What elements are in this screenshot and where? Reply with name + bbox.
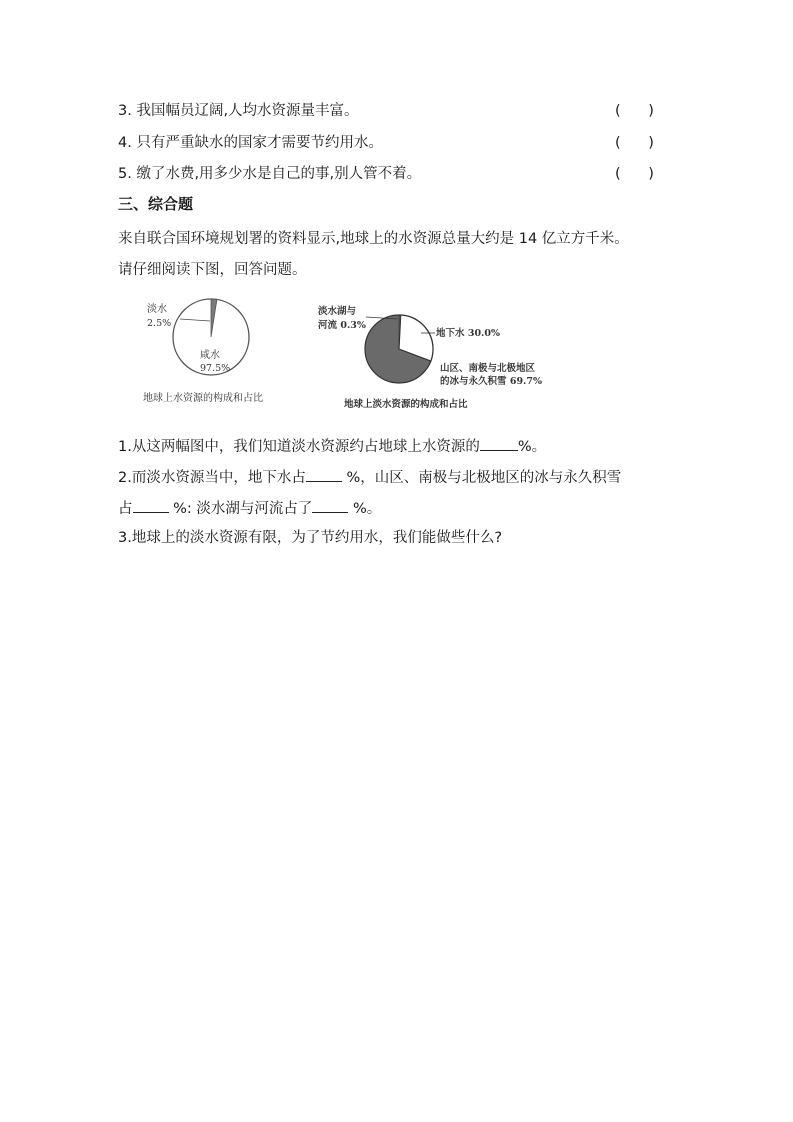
answer-blank[interactable] <box>306 465 342 482</box>
answer-blank[interactable] <box>312 496 348 513</box>
salt-water-value: 97.5% <box>200 363 231 374</box>
judgement-text: 3. 我国幅员辽阔,人均水资源量丰富。 <box>118 103 359 119</box>
answer-blank[interactable] <box>480 434 518 451</box>
lakes-rivers-label: 淡水湖与 <box>318 306 357 317</box>
judgement-item-5 <box>118 163 678 185</box>
judgement-item-3 <box>118 100 678 122</box>
salt-water-label: 咸水 <box>200 350 220 361</box>
judgement-text: 4. 只有严重缺水的国家才需要节约用水。 <box>118 135 383 151</box>
answer-parentheses[interactable]: ( ) <box>615 103 654 119</box>
question-3: 3.地球上的淡水资源有限，为了节约用水，我们能做些什么? <box>118 530 503 546</box>
judgement-text: 5. 缴了水费,用多少水是自己的事,别人管不着。 <box>118 166 422 182</box>
question-text: %。 <box>517 439 547 455</box>
chart-title: 地球上淡水资源的构成和占比 <box>344 399 468 410</box>
lakes-rivers-label-2: 河流 0.3% <box>318 320 366 331</box>
question-2 <box>118 465 621 489</box>
intro-paragraph-2: 请仔细阅读下图，回答问题。 <box>118 262 307 278</box>
section-title: 三、综合题 <box>118 195 194 213</box>
answer-parentheses[interactable]: ( ) <box>615 135 654 151</box>
question-text: 占 <box>118 501 133 517</box>
judgement-item-4 <box>118 132 678 154</box>
question-1 <box>118 434 546 458</box>
answer-parentheses[interactable]: ( ) <box>615 166 654 182</box>
question-text: 2.而淡水资源当中，地下水占 <box>118 470 306 486</box>
ice-snow-label: 山区、南极与北极地区 <box>440 363 536 374</box>
ice-snow-label-2: 的冰与永久积雪 69.7% <box>440 376 542 387</box>
groundwater-label: 地下水 30.0% <box>436 328 500 339</box>
question-text: %。 <box>348 501 382 517</box>
intro-paragraph-1: 来自联合国环境规划署的资料显示,地球上的水资源总量大约是 14 亿立方千米。 <box>118 231 629 247</box>
answer-blank[interactable] <box>133 496 169 513</box>
question-2-continued <box>118 496 381 520</box>
question-text: 1.从这两幅图中，我们知道淡水资源约占地球上水资源的 <box>118 439 480 455</box>
water-resources-pie-chart <box>140 295 300 410</box>
fresh-water-label: 淡水 <box>147 304 167 315</box>
question-text: %，山区、南极与北极地区的冰与永久积雪 <box>341 470 622 486</box>
question-text: %: 淡水湖与河流占了 <box>168 501 313 517</box>
freshwater-resources-pie-chart <box>312 295 562 415</box>
fresh-water-value: 2.5% <box>147 318 172 329</box>
chart-title: 地球上水资源的构成和占比 <box>143 393 263 404</box>
